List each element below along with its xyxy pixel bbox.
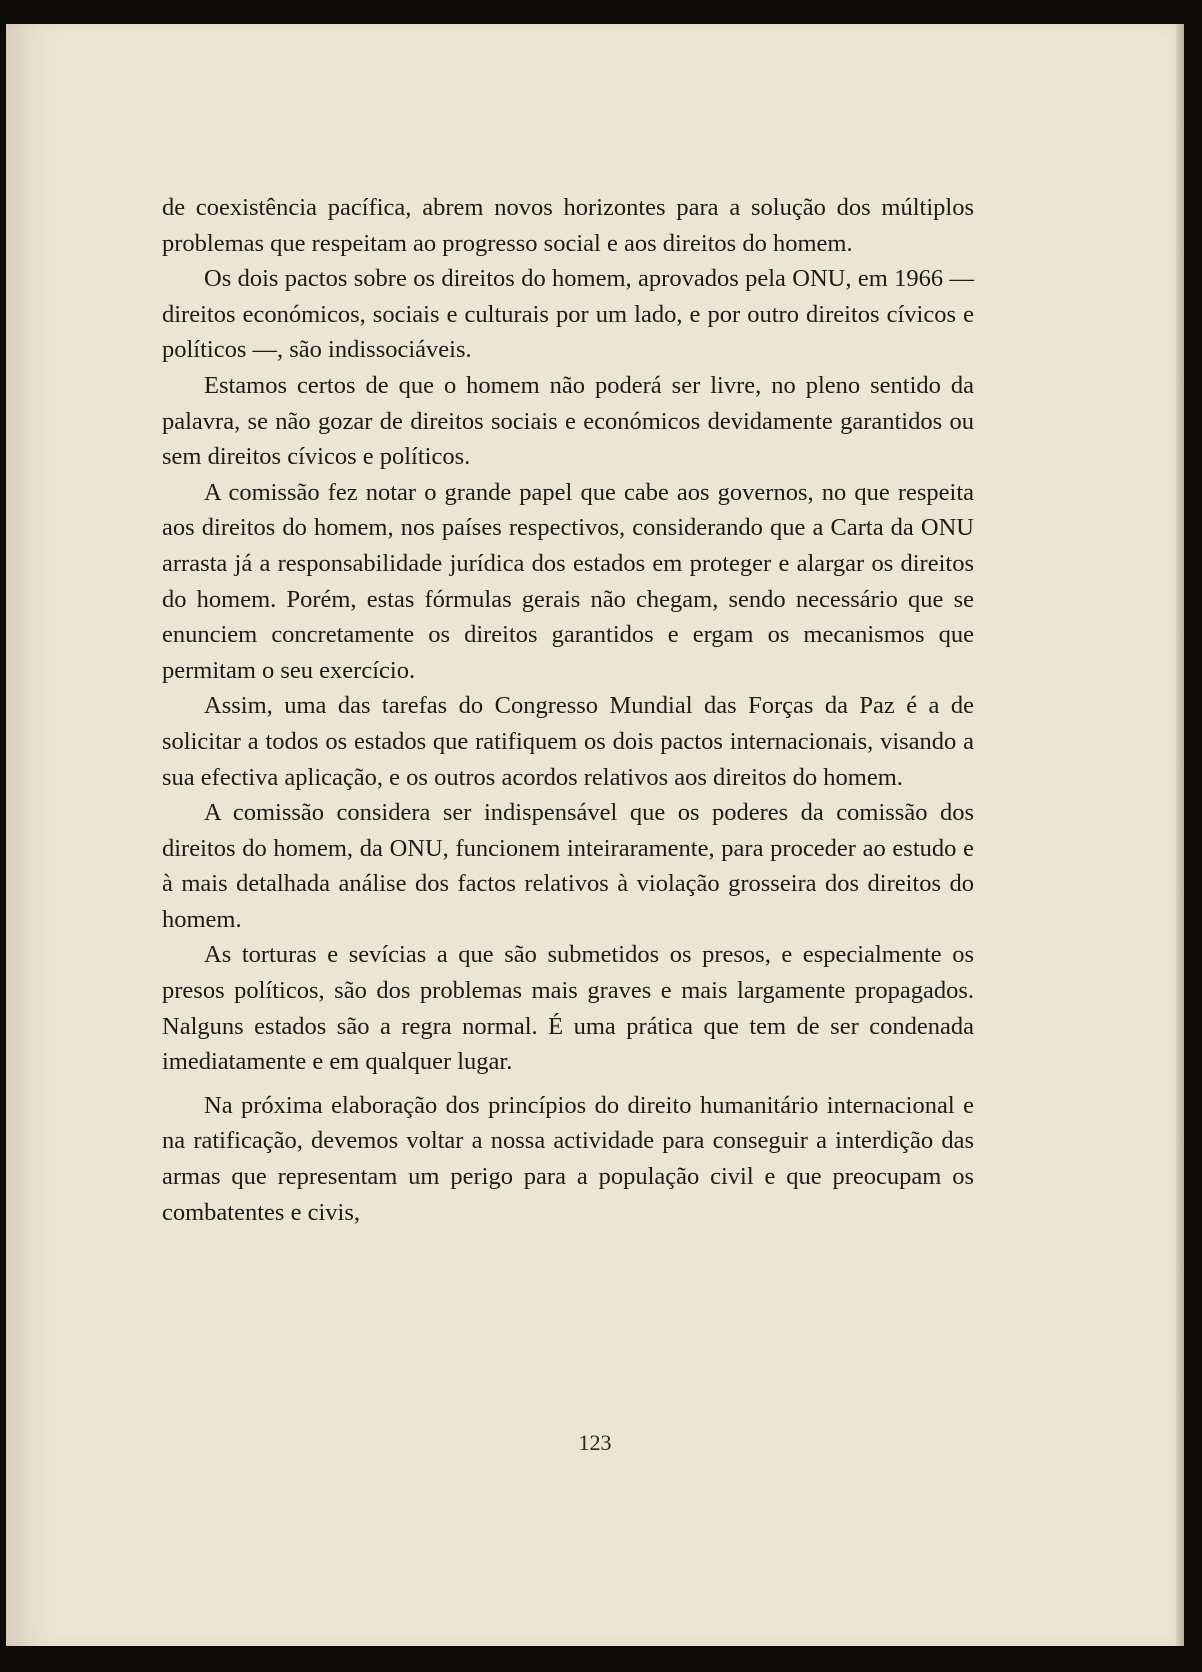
body-text xyxy=(162,190,974,1230)
page-number: 123 xyxy=(578,1430,612,1455)
page-edge xyxy=(1176,24,1184,1646)
paragraph-2: Os dois pactos sobre os direitos do homem, aprovados pela ONU, em 1966 — direitos económicos, sociais e culturais por um lado, e por outro direitos cívicos e políticos —, são indissociáveis. xyxy=(162,265,974,364)
book-page xyxy=(6,24,1184,1646)
paragraph-1: de coexistência pacífica, abrem novos horizontes para a solução dos múltiplos problemas que respeitam ao progresso social e aos direitos do homem. xyxy=(162,194,974,257)
paragraph-5: Assim, uma das tarefas do Congresso Mundial das Forças da Paz é a de solicitar a todos os estados que ratifiquem os dois pactos internacionais, visando a sua efectiva aplicação, e os outros acordos relativos aos direitos do homem. xyxy=(162,692,974,791)
paragraph-4: A comissão fez notar o grande papel que cabe aos governos, no que respeita aos direitos do homem, nos países respectivos, considerando que a Carta da ONU arrasta já a responsabilidade jurídica dos estados em proteger e alargar os direitos do homem. Porém, estas fórmulas gerais não chegam, sendo necessário que se enunciem concretamente os direitos garantidos e ergam os mecanismos que permitam o seu exercício. xyxy=(162,478,974,684)
paragraph-7: As torturas e sevícias a que são submetidos os presos, e especialmente os presos políticos, são dos problemas mais graves e mais largamente propagados. Nalguns estados são a regra normal. É uma prática que tem de ser condenada imediatamente e em qualquer lugar. xyxy=(162,941,974,1076)
paragraph-6: A comissão considera ser indispensável que os poderes da comissão dos direitos do homem, da ONU, funcionem inteiraramente, para proceder ao estudo e à mais detalhada análise dos factos relativos à violação grosseira dos direitos do homem. xyxy=(162,799,974,933)
paragraph-8: Na próxima elaboração dos princípios do direito humanitário internacional e na ratificação, devemos voltar a nossa actividade para conseguir a interdição das armas que representam um perigo para a população civil e que preocupam os combatentes e civis, xyxy=(162,1091,974,1226)
paragraph-3: Estamos certos de que o homem não poderá ser livre, no pleno sentido da palavra, se não gozar de direitos sociais e económicos devidamente garantidos ou sem direitos cívicos e políticos. xyxy=(162,371,974,471)
